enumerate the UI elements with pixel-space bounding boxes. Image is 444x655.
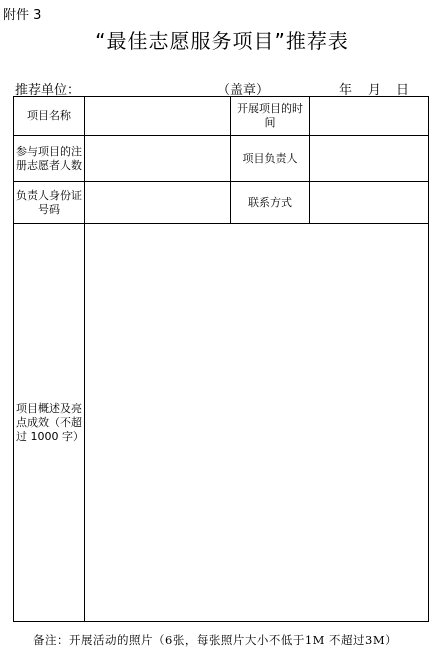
- project-name-label: 项目名称: [14, 97, 85, 136]
- table-row: [14, 224, 429, 622]
- volunteer-count-field[interactable]: [85, 136, 231, 182]
- table-row: [14, 182, 429, 224]
- attachment-label: 附件 3: [3, 8, 42, 23]
- volunteer-count-label: 参与项目的注册志愿者人数: [14, 136, 85, 182]
- project-summary-label: 项目概述及亮点成效（不超过 1000 字）: [14, 224, 85, 622]
- table-row: [14, 97, 429, 136]
- start-time-field[interactable]: [310, 97, 429, 136]
- month-label: 月: [368, 83, 382, 98]
- project-leader-label: 项目负责人: [231, 136, 310, 182]
- table-row: [14, 136, 429, 182]
- project-summary-field[interactable]: [85, 224, 429, 622]
- day-label: 日: [396, 83, 410, 98]
- project-name-field[interactable]: [85, 97, 231, 136]
- footer-note: 备注：开展活动的照片（6张，每张照片大小不低于1M 不超过3M）: [33, 633, 398, 647]
- leader-id-field[interactable]: [85, 182, 231, 224]
- project-leader-field[interactable]: [310, 136, 429, 182]
- seal-label: （盖章）: [217, 83, 270, 98]
- form-title: “最佳志愿服务项目”推荐表: [95, 29, 349, 53]
- year-label: 年: [339, 83, 353, 98]
- leader-id-label: 负责人身份证号码: [14, 182, 85, 224]
- contact-field[interactable]: [310, 182, 429, 224]
- recommendation-form-table: [13, 96, 429, 622]
- contact-label: 联系方式: [231, 182, 310, 224]
- recommending-unit-label: 推荐单位：: [15, 83, 81, 98]
- start-time-label: 开展项目的时间: [231, 97, 310, 136]
